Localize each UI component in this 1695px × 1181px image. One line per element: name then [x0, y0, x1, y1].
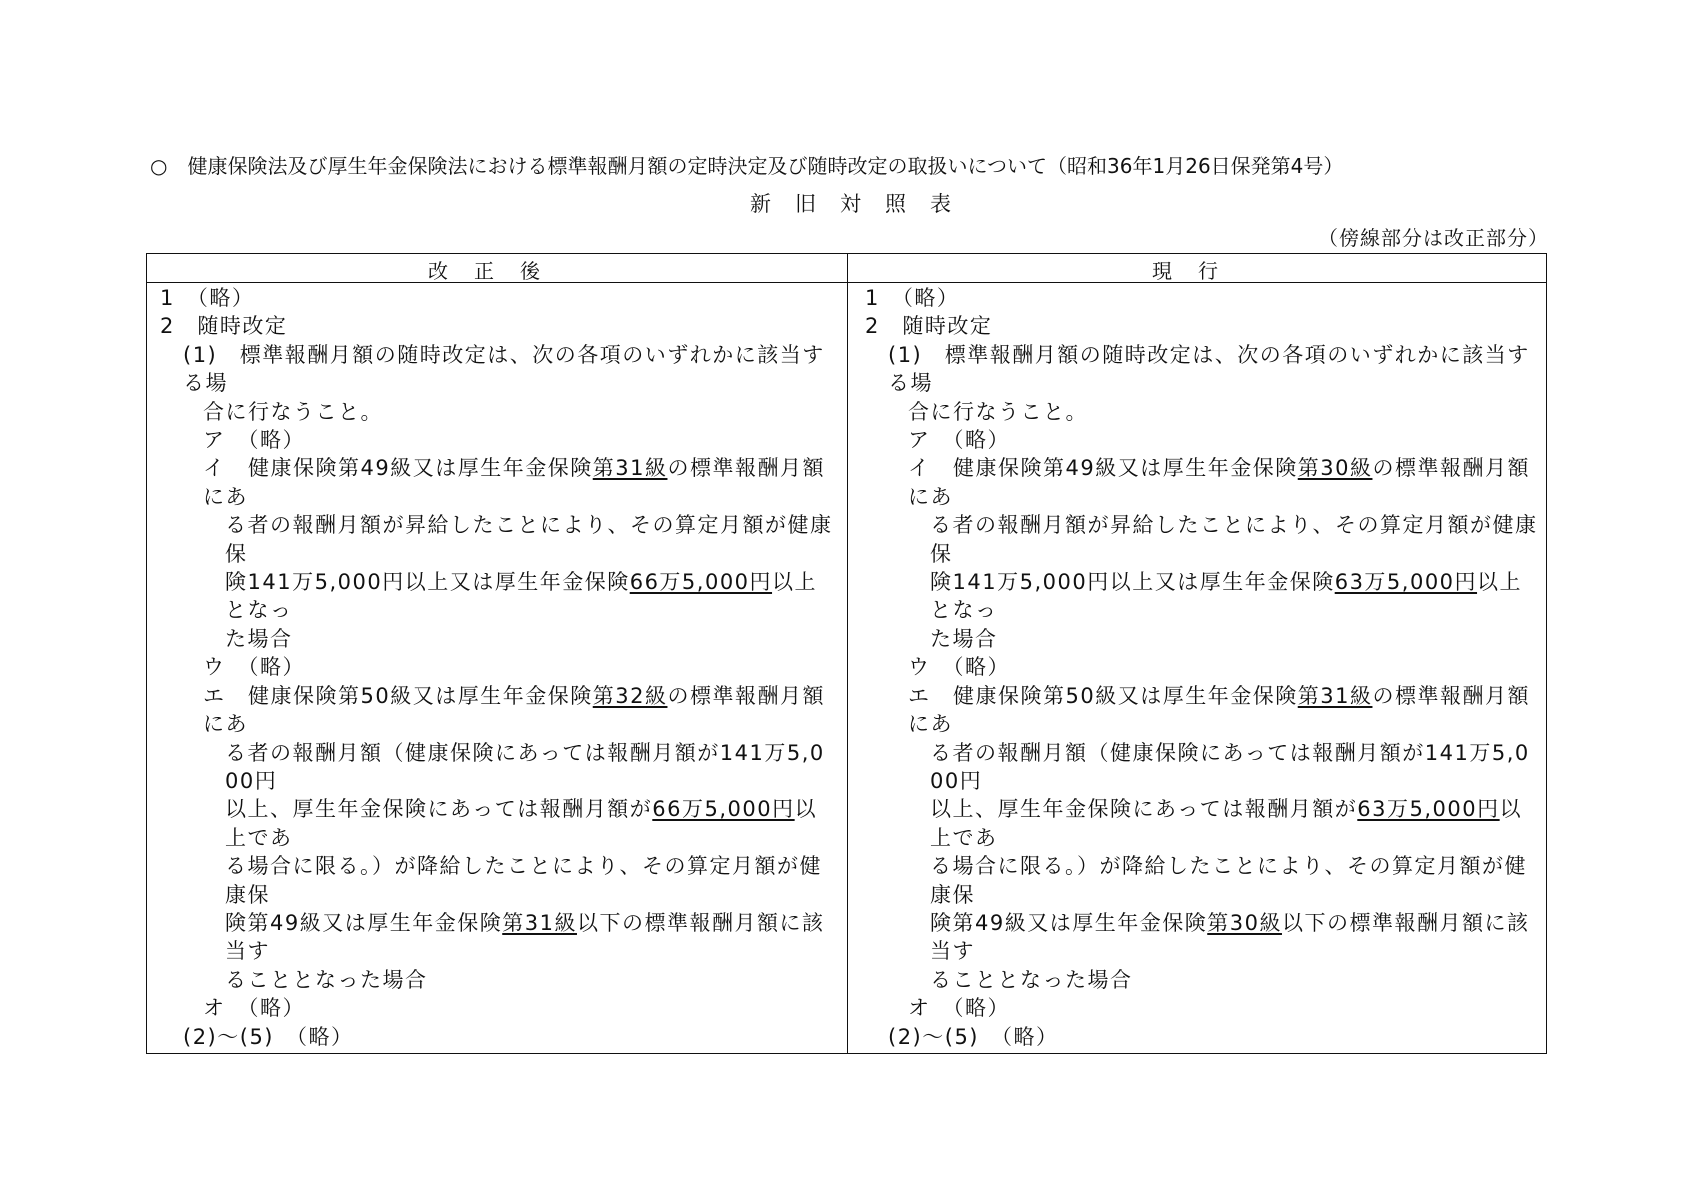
document-title: ○ 健康保険法及び厚生年金保険法における標準報酬月額の定時決定及び随時改定の取扱いについて（昭和36年1月26日保発第4号）	[150, 154, 1344, 178]
text-segment: イ 健康保険第49級又は厚生年金保険	[908, 456, 1298, 481]
text-line: ることとなった場合	[930, 967, 1133, 992]
text-line: (2)～(5) （略）	[888, 1024, 1059, 1049]
text-line: 1 （略）	[160, 286, 255, 310]
text-line: (1) 標準報酬月額の随時改定は、次の各項のいずれかに該当する場	[183, 342, 825, 396]
amended-text: 63万5,000円	[1357, 797, 1500, 822]
text-line	[852, 454, 1542, 511]
text-line: 合に行なうこと。	[908, 399, 1088, 424]
comparison-table	[146, 253, 1547, 1054]
text-line	[852, 682, 1542, 739]
text-line	[147, 568, 837, 625]
text-segment: 険141万5,000円以上又は厚生年金保険	[930, 570, 1335, 595]
amended-text: 第30級	[1297, 456, 1373, 481]
text-segment: 険第49級又は厚生年金保険	[930, 910, 1208, 935]
text-segment: 以上となっ	[225, 570, 818, 623]
amended-text: 66万5,000円	[652, 797, 795, 822]
text-line: ア （略）	[203, 428, 305, 453]
text-line: る者の報酬月額が昇給したことにより、その算定月額が健康保	[225, 513, 833, 566]
text-line: (1) 標準報酬月額の随時改定は、次の各項のいずれかに該当する場	[888, 342, 1530, 396]
text-segment: の標準報酬月額にあ	[908, 683, 1530, 737]
amended-text: 66万5,000円	[629, 570, 773, 595]
text-segment: イ 健康保険第49級又は厚生年金保険	[203, 456, 593, 481]
text-line	[147, 682, 837, 739]
text-line: 1 （略）	[865, 286, 960, 310]
text-segment: 以上、厚生年金保険にあっては報酬月額が	[225, 797, 653, 822]
text-line	[147, 909, 837, 966]
text-line: オ （略）	[203, 996, 305, 1021]
column-divider	[847, 254, 848, 1053]
text-line: ることとなった場合	[225, 967, 428, 992]
text-line: る場合に限る。）が降給したことにより、その算定月額が健康保	[930, 854, 1527, 907]
current-column	[852, 284, 1542, 1051]
amended-text: 第31級	[502, 910, 577, 935]
text-segment: 以上であ	[930, 797, 1523, 850]
text-segment: エ 健康保険第50級又は厚生年金保険	[203, 683, 593, 708]
amended-text: 第32級	[592, 683, 668, 708]
text-line: た場合	[225, 626, 293, 651]
text-line: (2)～(5) （略）	[183, 1024, 354, 1049]
text-line	[852, 909, 1542, 966]
text-line: る者の報酬月額が昇給したことにより、その算定月額が健康保	[930, 513, 1538, 566]
text-line: 合に行なうこと。	[203, 399, 383, 424]
text-segment: 険141万5,000円以上又は厚生年金保険	[225, 570, 630, 595]
text-line: る者の報酬月額（健康保険にあっては報酬月額が141万5,000円	[225, 740, 825, 793]
document-subtitle: 新旧対照表	[750, 192, 975, 216]
text-line: ウ （略）	[908, 655, 1010, 680]
text-line: る場合に限る。）が降給したことにより、その算定月額が健康保	[225, 854, 822, 907]
text-line: 2 随時改定	[865, 314, 993, 339]
amended-text: 63万5,000円	[1334, 570, 1478, 595]
text-line	[147, 795, 837, 852]
text-line: ア （略）	[908, 428, 1010, 453]
text-segment: の標準報酬月額にあ	[203, 683, 825, 737]
text-line: 2 随時改定	[160, 314, 288, 339]
text-line	[852, 568, 1542, 625]
amended-text: 第31級	[592, 456, 668, 481]
text-segment: の標準報酬月額にあ	[203, 456, 825, 509]
header-current: 現行	[1152, 259, 1244, 283]
text-line: ウ （略）	[203, 655, 305, 680]
text-line: る者の報酬月額（健康保険にあっては報酬月額が141万5,000円	[930, 740, 1530, 793]
text-segment: 以下の標準報酬月額に該当す	[930, 910, 1530, 964]
text-segment: 以上、厚生年金保険にあっては報酬月額が	[930, 797, 1358, 822]
text-segment: の標準報酬月額にあ	[908, 456, 1530, 509]
amended-text: 第31級	[1297, 683, 1373, 708]
text-segment: 以上であ	[225, 797, 818, 850]
text-line	[852, 795, 1542, 852]
text-segment: 以下の標準報酬月額に該当す	[225, 910, 825, 964]
underline-note: （傍線部分は改正部分）	[1318, 226, 1549, 250]
text-segment: 以上となっ	[930, 570, 1523, 623]
text-segment: 険第49級又は厚生年金保険	[225, 910, 503, 935]
text-line	[147, 454, 837, 511]
amended-text: 第30級	[1207, 910, 1282, 935]
revised-column	[147, 284, 837, 1051]
text-segment: エ 健康保険第50級又は厚生年金保険	[908, 683, 1298, 708]
text-line: た場合	[930, 626, 998, 651]
header-revised: 改正後	[428, 259, 566, 283]
text-line: オ （略）	[908, 996, 1010, 1021]
